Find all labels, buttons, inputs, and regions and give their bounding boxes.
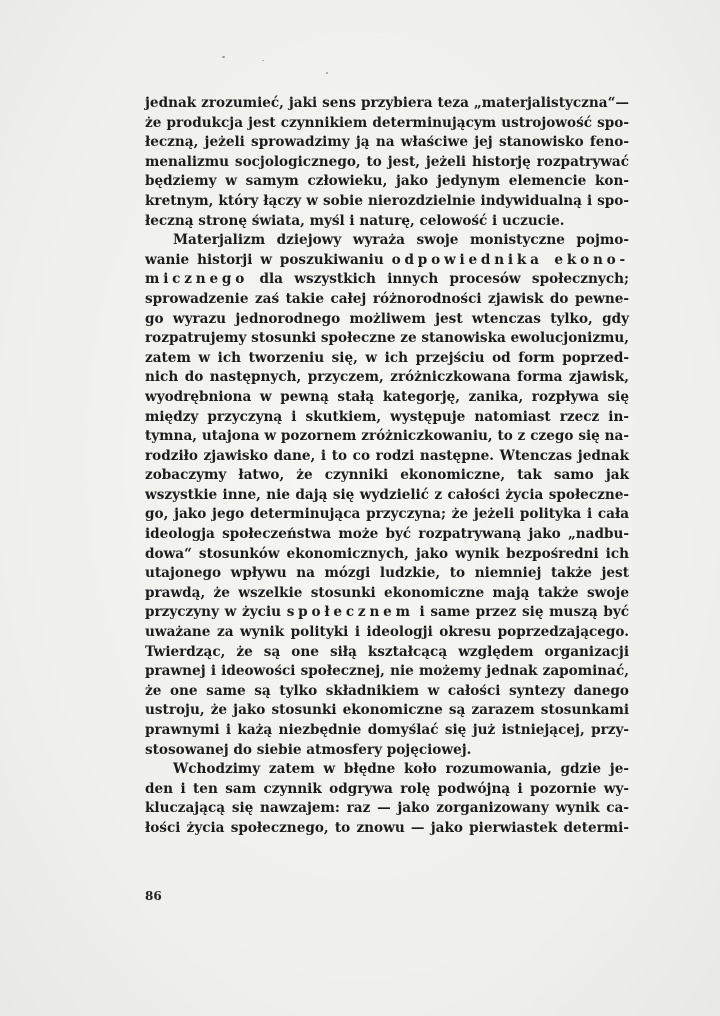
spaced-emphasis: społecznem — [286, 604, 414, 621]
text-line: jednak zrozumieć, jaki sens przybiera teza „materjalistyczna“— — [145, 95, 629, 111]
text-line: sprowadzenie zaś takie całej różnorodności zjawisk do pewne- — [145, 290, 629, 307]
text-line: uważane za wynik polityki i ideologji okresu poprzedzającego. — [145, 624, 629, 641]
text-line: wyodrębniona w pewną stałą kategorję, zanika, rozpływa się — [145, 388, 629, 405]
text-line: prawdą, że wszelkie stosunki ekonomiczne mają także swoje — [145, 584, 629, 601]
text-line: rozpatrujemy stosunki społeczne ze stanowiska ewolucjonizmu, — [145, 330, 630, 347]
text-line: że one same są tylko składnikiem w całości syntezy danego — [145, 682, 629, 699]
text-line: będziemy w samym człowieku, jako jedynym elemencie kon- — [145, 173, 629, 190]
text-line: utajonego wpływu na mózgi ludzkie, to niemniej także jest — [145, 565, 629, 582]
text-line: ustroju, że jako stosunki ekonomiczne są zarazem stosunkami — [145, 702, 629, 719]
text-fragment: wanie historji w poszukiwaniu — [145, 251, 384, 268]
text-line — [145, 270, 629, 290]
text-line: wszystkie inne, nie dają się wydzielić z całości życia społeczne- — [145, 486, 629, 503]
text-line: stosowanej do siebie atmosfery pojęciowej. — [145, 741, 472, 758]
text-line: ideologja społeczeństwa może być rozpatrywaną jako „nadbu- — [145, 526, 629, 543]
text-line — [145, 603, 629, 623]
text-line: rodziło zjawisko dane, i to co rodzi następne. Wtenczas jednak — [145, 447, 629, 464]
text-fragment: i same przez się muszą być — [419, 604, 630, 621]
text-line: den i ten sam czynnik odgrywa rolę podwójną i pozornie wy- — [145, 780, 629, 797]
text-line: tymna, utajona w pozornem zróżniczkowaniu, to z czego się na- — [145, 428, 629, 445]
text-line: menalizmu socjologicznego, to jest, jeżeli historję rozpatrywać — [145, 153, 629, 170]
paper-speck — [326, 72, 328, 74]
spaced-emphasis: odpowiednika ekono- — [391, 251, 630, 268]
text-line: łeczną stronę świata, myśl i naturę, celowość i uczucie. — [145, 212, 565, 229]
text-line: łeczną, jeżeli sprowadzimy ją na właściwe jej stanowisko feno- — [145, 134, 629, 151]
text-line: dowa“ stosunków ekonomicznych, jako wynik bezpośredni ich — [145, 545, 629, 562]
text-fragment: przyczyny w życiu — [145, 604, 281, 621]
page-number: 86 — [145, 889, 162, 903]
text-line: między przyczyną i skutkiem, występuje natomiast rzecz in- — [145, 408, 629, 425]
text-line: go wyrazu jednorodnego możliwem jest wtenczas tylko, gdy — [145, 310, 629, 327]
spaced-emphasis: micznego — [145, 271, 249, 288]
text-line: kluczającą się nawzajem: raz — jako zorganizowany wynik ca- — [145, 800, 629, 817]
text-line: prawnej i ideowości społecznej, nie możemy jednak zapominać, — [145, 663, 629, 680]
text-line: zobaczymy łatwo, że czynniki ekonomiczne, tak samo jak — [145, 467, 629, 484]
text-line — [145, 251, 629, 271]
text-line: prawnymi i każą niezbędnie domyślać się już istniejącej, przy- — [145, 722, 629, 738]
paragraph-start-line: Wchodzimy zatem w błędne koło rozumowania, gdzie je- — [173, 761, 629, 778]
text-line: łości życia społecznego, to znowu — jako pierwiastek determi- — [145, 819, 629, 836]
text-fragment: dla wszystkich innych procesów społecznych; — [259, 271, 629, 288]
paper-speck — [222, 56, 225, 58]
text-line: nich do następnych, przyczem, zróżniczkowana forma zjawisk, — [145, 369, 629, 386]
text-line: kretnym, który łączy w sobie nierozdzielnie indywidualną i spo- — [145, 192, 629, 209]
text-line: go, jako jego determinująca przyczyna; że jeżeli polityka i cała — [145, 506, 629, 523]
body-text — [145, 94, 629, 839]
text-line: że produkcja jest czynnikiem determinującym ustrojowość spo- — [145, 114, 629, 131]
text-line: zatem w ich tworzeniu się, w ich przejściu od form poprzed- — [145, 349, 629, 366]
paper-speck — [262, 60, 264, 61]
paragraph-start-line: Materjalizm dziejowy wyraża swoje monistyczne pojmo- — [173, 232, 629, 249]
text-line: Twierdząc, że są one siłą kształcącą względem organizacji — [145, 643, 629, 660]
